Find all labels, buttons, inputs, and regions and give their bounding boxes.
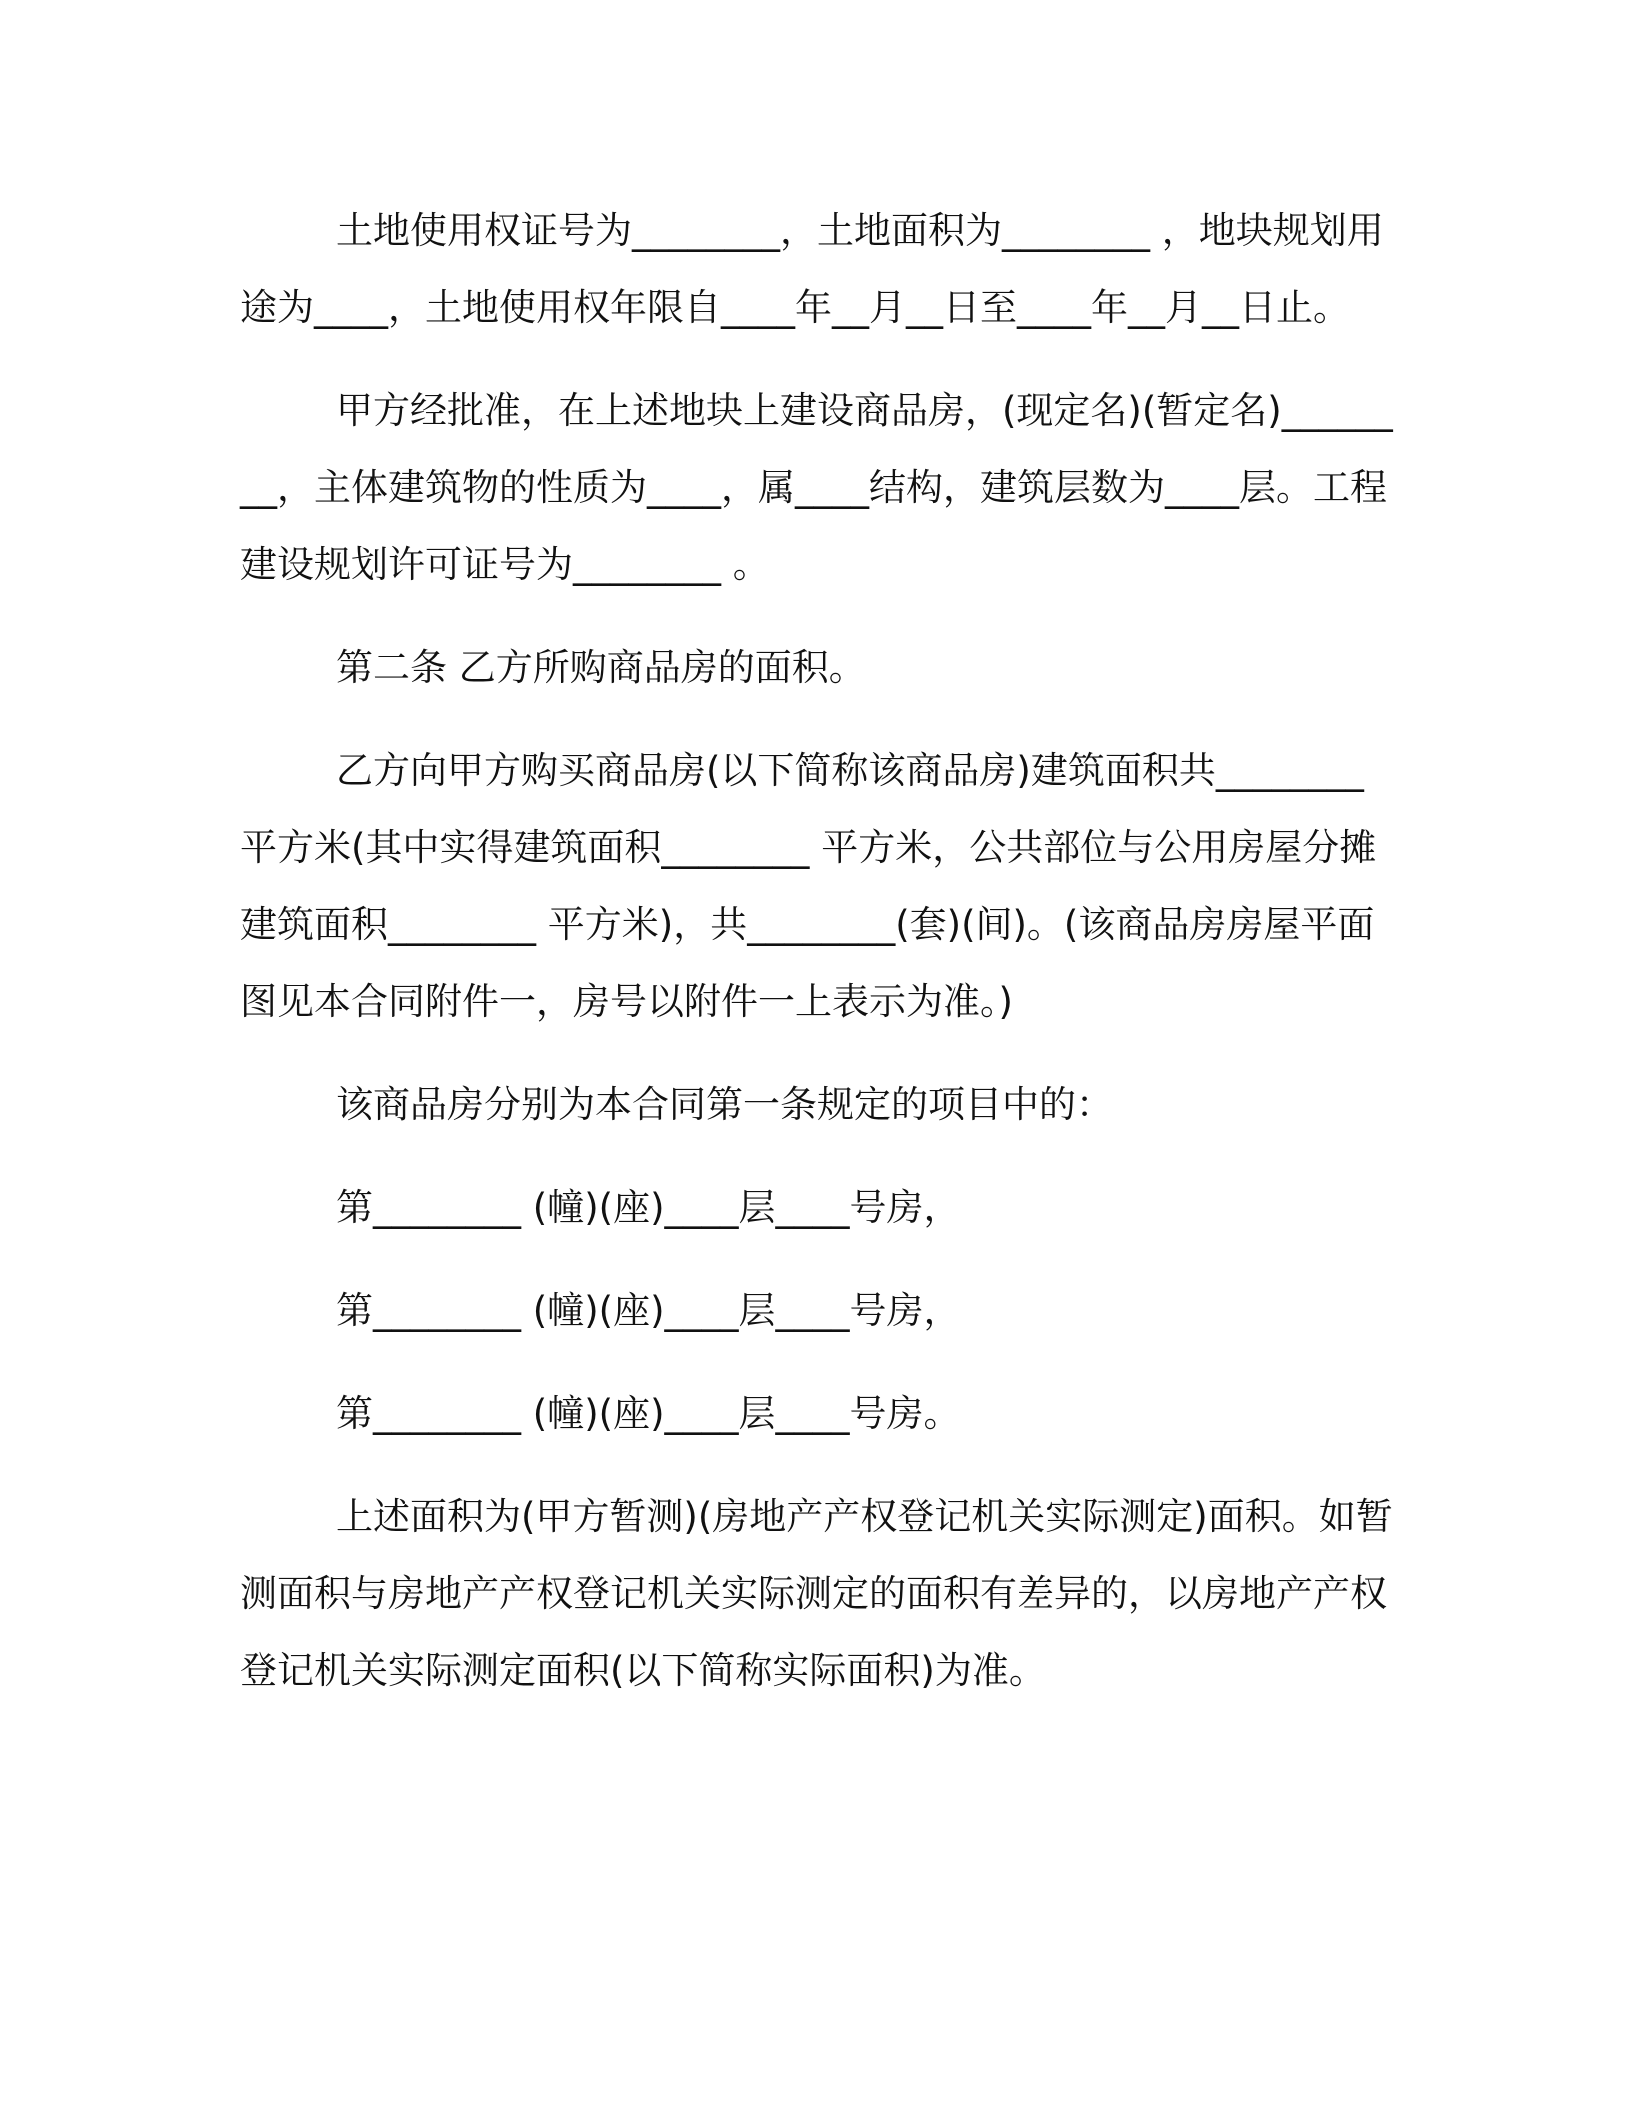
paragraph-area-measurement: 上述面积为(甲方暂测)(房地产产权登记机关实际测定)面积。如暂测面积与房地产产权登记机关实际测定的面积有差异的，以房地产产权登记机关实际测定面积(以下简称实际面积)为准。: [240, 1495, 1393, 1692]
paragraph-land-use-rights: 土地使用权证号为________，土地面积为________ ，地块规划用途为____，土地使用权年限自____年__月__日至____年__月__日止。: [240, 209, 1384, 329]
unit-line-3: 第________ (幢)(座)____层____号房。: [336, 1392, 961, 1435]
unit-line-1: 第________ (幢)(座)____层____号房，: [336, 1186, 961, 1229]
paragraph-unit-list-intro: 该商品房分别为本合同第一条规定的项目中的：: [336, 1083, 1113, 1126]
article-two-heading: 第二条 乙方所购商品房的面积。: [336, 646, 866, 689]
paragraph-purchase-area: 乙方向甲方购买商品房(以下简称该商品房)建筑面积共________平方米(其中实得建筑面积________ 平方米，公共部位与公用房屋分摊建筑面积________ 平方米)，共________(套)(间)。(该商品房房屋平面图见本合同附件一，房号以附件一上表示为准。): [240, 749, 1377, 1023]
paragraph-construction-approval: 甲方经批准，在上述地块上建设商品房，(现定名)(暂定名)________，主体建筑物的性质为____，属____结构，建筑层数为____层。工程建设规划许可证号为________ 。: [240, 389, 1393, 586]
unit-line-2: 第________ (幢)(座)____层____号房，: [336, 1289, 961, 1332]
contract-body: [240, 192, 1400, 1709]
